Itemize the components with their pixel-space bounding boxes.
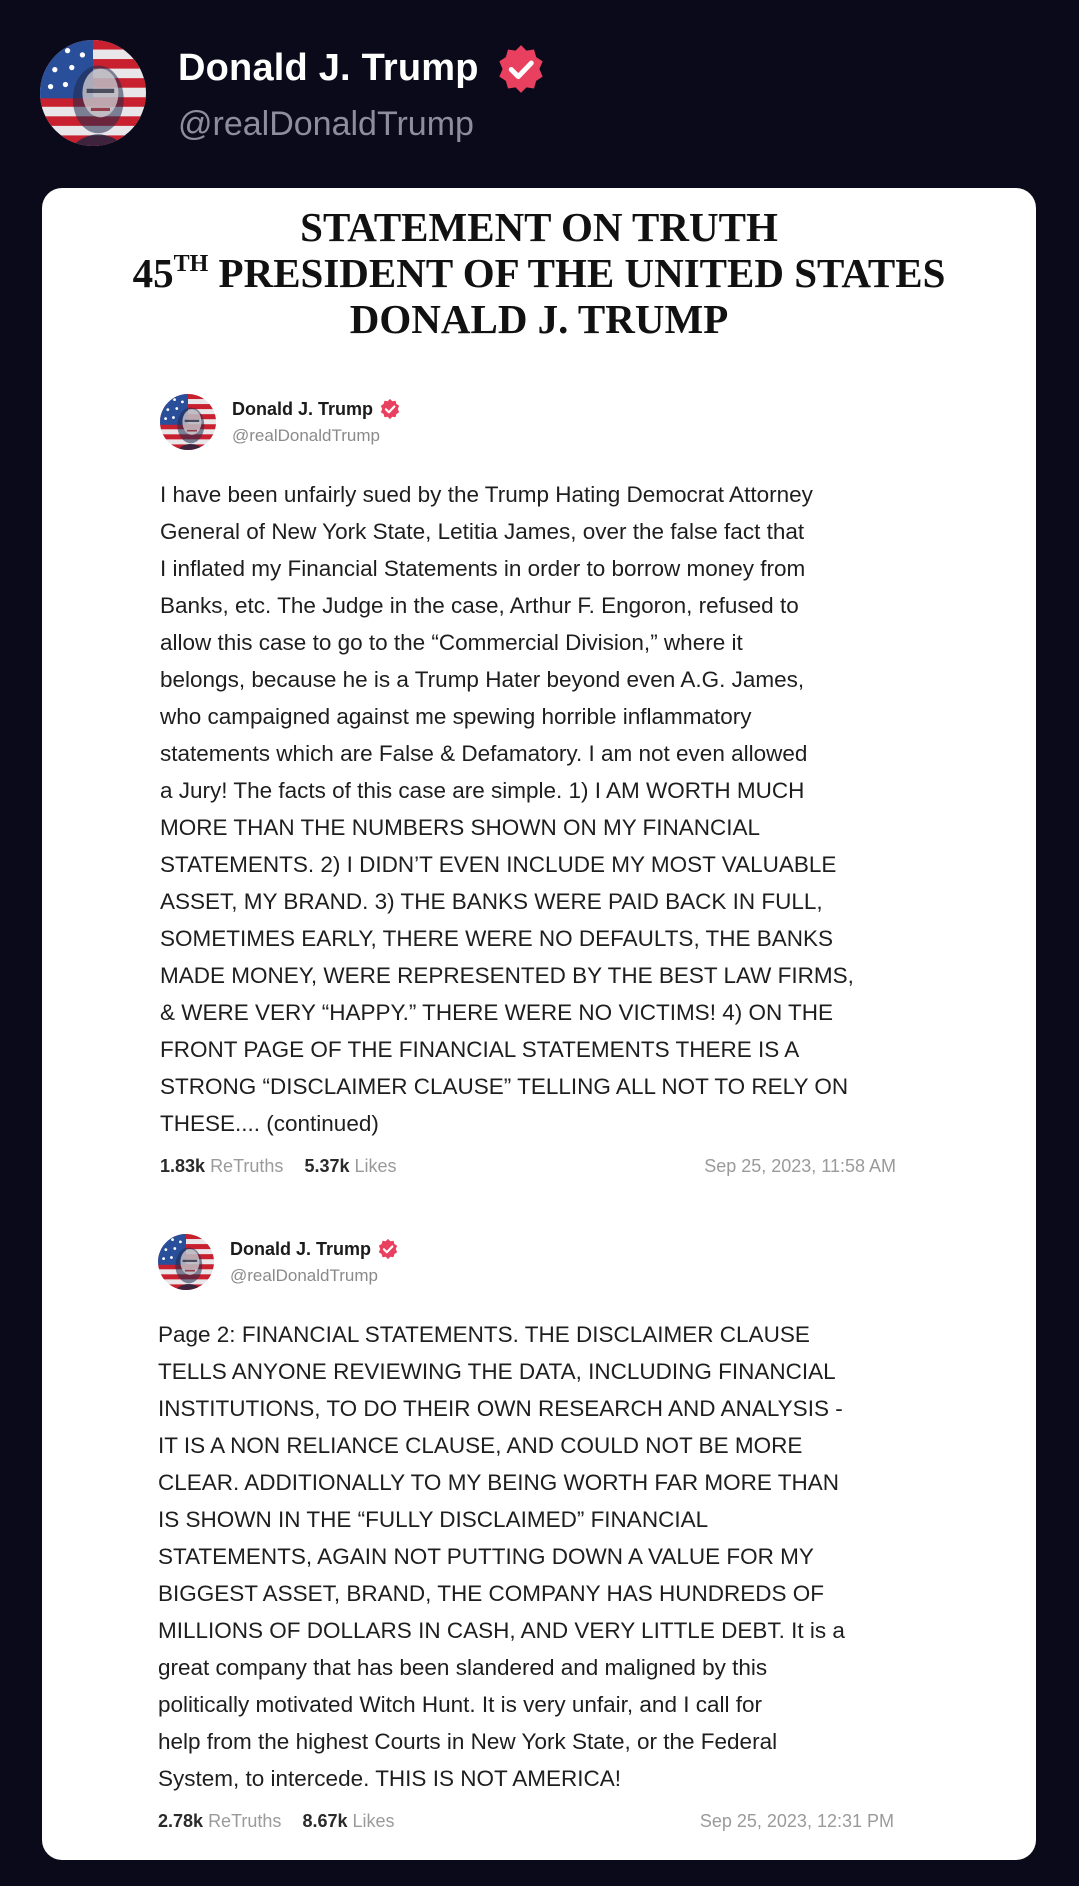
likes-count: 5.37k <box>304 1156 350 1176</box>
statement-image-card[interactable] <box>42 188 1036 1860</box>
headline-line-1: STATEMENT ON TRUTH <box>300 204 778 250</box>
post-identity <box>230 1238 399 1286</box>
post-avatar <box>158 1234 214 1290</box>
embedded-post-1 <box>160 392 940 1177</box>
post-header <box>160 392 940 452</box>
post-footer <box>158 1811 894 1832</box>
likes-count: 8.67k <box>302 1811 348 1831</box>
post-avatar <box>160 394 216 450</box>
post-timestamp: Sep 25, 2023, 11:58 AM <box>704 1156 896 1176</box>
avatar[interactable] <box>40 40 146 146</box>
post-author-handle: @realDonaldTrump <box>230 1266 378 1285</box>
likes-label: Likes <box>354 1156 397 1176</box>
headline-ordinal-suffix: TH <box>173 251 209 277</box>
statement-headline <box>42 204 1036 342</box>
post-identity <box>232 398 401 446</box>
post-body-text: I have been unfairly sued by the Trump Hating Democrat Attorney General of New York State, Letitia James, over the false fact that I inflated my Financial Statements in order to borrow money from Banks, etc. The Judge in the case, Arthur F. Engoron, refused to allow this case to go to the “Commercial Division,” where it belongs, because he is a Trump Hater beyond even A.G. James, who campaigned against me spewing horrible inflammatory statements which are False & Defamatory. I am not even allowed a Jury! The facts of this case are simple. 1) I AM WORTH MUCH MORE THAN THE NUMBERS SHOWN ON MY FINANCIAL STATEMENTS. 2) I DIDN’T EVEN INCLUDE MY MOST VALUABLE ASSET, MY BRAND. 3) THE BANKS WERE PAID BACK IN FULL, SOMETIMES EARLY, THERE WERE NO DEFAULTS, THE BANKS MADE MONEY, WERE REPRESENTED BY THE BEST LAW FIRMS, & WERE VERY “HAPPY.” THERE WERE NO VICTIMS! 4) ON THE FRONT PAGE OF THE FINANCIAL STATEMENTS THERE IS A STRONG “DISCLAIMER CLAUSE” TELLING ALL NOT TO RELY ON THESE.... (continued) <box>160 482 854 1136</box>
handle[interactable]: @realDonaldTrump <box>178 104 474 143</box>
retruths-count: 1.83k <box>160 1156 206 1176</box>
headline-line-2-text: PRESIDENT OF THE UNITED STATES <box>208 250 946 296</box>
verified-badge-icon <box>379 398 401 420</box>
embedded-post-2 <box>158 1232 938 1832</box>
post-author-name: Donald J. Trump <box>232 398 374 419</box>
post-timestamp: Sep 25, 2023, 12:31 PM <box>699 1811 894 1831</box>
verified-badge-icon <box>495 43 547 95</box>
verified-badge-icon <box>377 1238 399 1260</box>
headline-line-2 <box>42 250 1036 296</box>
retruths-label: ReTruths <box>208 1811 282 1831</box>
profile-identity <box>178 43 547 144</box>
post-name-row <box>230 1238 399 1260</box>
post-header <box>158 1232 938 1292</box>
retruths-label: ReTruths <box>210 1156 284 1176</box>
post-name-row <box>232 398 401 420</box>
headline-number: 45 <box>132 250 174 296</box>
display-name[interactable]: Donald J. Trump <box>178 47 479 89</box>
post-author-handle: @realDonaldTrump <box>232 426 380 445</box>
profile-header <box>40 38 1040 148</box>
name-row <box>178 43 547 95</box>
post-stats <box>160 1156 397 1177</box>
post-body-text: Page 2: FINANCIAL STATEMENTS. THE DISCLAIMER CLAUSE TELLS ANYONE REVIEWING THE DATA, INCLUDING FINANCIAL INSTITUTIONS, TO DO THEIR OWN RESEARCH AND ANALYSIS - IT IS A NON RELIANCE CLAUSE, AND COULD NOT BE MORE CLEAR. ADDITIONALLY TO MY BEING WORTH FAR MORE THAN IS SHOWN IN THE “FULLY DISCLAIMED” FINANCIAL STATEMENTS, AGAIN NOT PUTTING DOWN A VALUE FOR MY BIGGEST ASSET, BRAND, THE COMPANY HAS HUNDREDS OF MILLIONS OF DOLLARS IN CASH, AND VERY LITTLE DEBT. It is a great company that has been slandered and maligned by this politically motivated Witch Hunt. It is very unfair, and I call for help from the highest Courts in New York State, or the Federal System, to intercede. THIS IS NOT AMERICA! <box>158 1322 845 1791</box>
likes-label: Likes <box>352 1811 395 1831</box>
post-author-name: Donald J. Trump <box>230 1238 372 1259</box>
post-footer <box>160 1156 896 1177</box>
headline-line-3: DONALD J. TRUMP <box>349 296 729 342</box>
retruths-count: 2.78k <box>158 1811 204 1831</box>
post-stats <box>158 1811 395 1832</box>
